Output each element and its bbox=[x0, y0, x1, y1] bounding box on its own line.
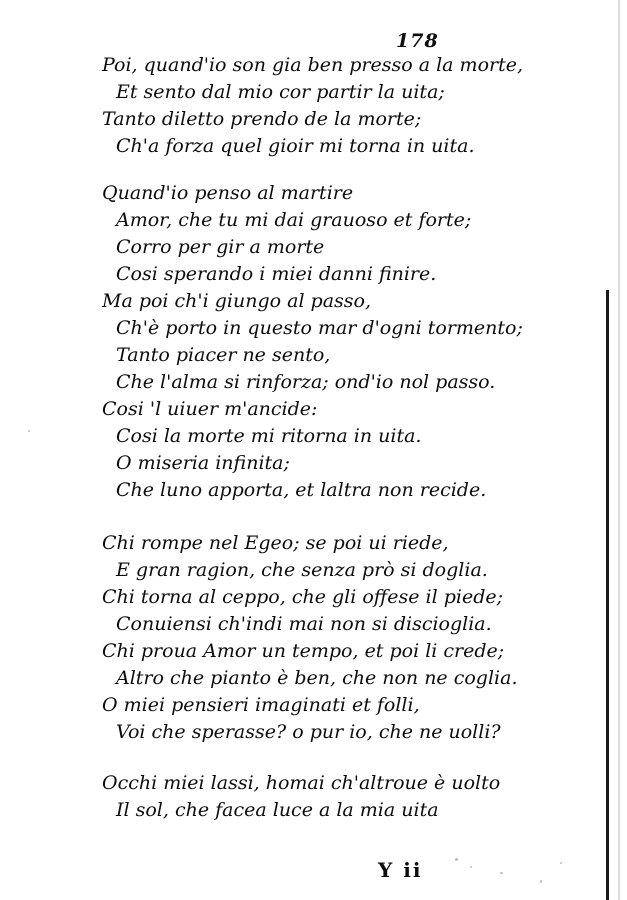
verse-line: Et sento dal mio cor partir la uita; bbox=[116, 81, 445, 103]
paper-speckle bbox=[470, 866, 472, 868]
page-number: 178 bbox=[396, 30, 439, 52]
verse-line: Chi rompe nel Egeo; se poi ui riede, bbox=[102, 532, 449, 554]
page-gutter-shadow bbox=[618, 0, 620, 900]
signature-mark: Y ii bbox=[378, 858, 423, 882]
paper-speckle bbox=[560, 862, 562, 864]
paper-speckle bbox=[500, 872, 503, 874]
verse-line: Ma poi ch'i giungo al passo, bbox=[102, 290, 372, 312]
verse-line: Ch'è porto in questo mar d'ogni tormento; bbox=[116, 317, 523, 339]
page-edge-line bbox=[606, 290, 609, 900]
verse-line: Cosi la morte mi ritorna in uita. bbox=[116, 425, 422, 447]
verse-line: Corro per gir a morte bbox=[116, 236, 325, 258]
verse-line: Amor, che tu mi dai grauoso et forte; bbox=[116, 209, 472, 231]
verse-line: Tanto piacer ne sento, bbox=[116, 344, 331, 366]
verse-line: Conuiensi ch'indi mai non si discioglia. bbox=[116, 613, 492, 635]
verse-line: Ch'a forza quel gioir mi torna in uita. bbox=[116, 135, 475, 157]
verse-line: Chi proua Amor un tempo, et poi li crede; bbox=[102, 640, 505, 662]
paper-speckle bbox=[28, 430, 30, 432]
verse-line: O miei pensieri imaginati et folli, bbox=[102, 694, 420, 716]
verse-line: Voi che sperasse? o pur io, che ne uolli? bbox=[116, 721, 501, 743]
verse-line: Che l'alma si rinforza; ond'io nol passo. bbox=[116, 371, 496, 393]
verse-line: E gran ragion, che senza prò si doglia. bbox=[116, 559, 488, 581]
verse-line: Il sol, che facea luce a la mia uita bbox=[116, 799, 439, 821]
verse-line: Che luno apporta, et laltra non recide. bbox=[116, 479, 487, 501]
verse-line: Occhi miei lassi, homai ch'altroue è uolto bbox=[102, 772, 501, 794]
verse-line: Cosi 'l uiuer m'ancide: bbox=[102, 398, 318, 420]
verse-line: Chi torna al ceppo, che gli offese il piede; bbox=[102, 586, 504, 608]
verse-line: Tanto diletto prendo de la morte; bbox=[102, 108, 422, 130]
paper-speckle bbox=[455, 858, 458, 861]
verse-line: Poi, quand'io son gia ben presso a la morte, bbox=[102, 54, 524, 76]
paper-speckle bbox=[540, 880, 542, 883]
verse-line: O miseria infinita; bbox=[116, 452, 290, 474]
verse-line: Cosi sperando i miei danni finire. bbox=[116, 263, 437, 285]
verse-line: Altro che pianto è ben, che non ne coglia. bbox=[116, 667, 518, 689]
verse-line: Quand'io penso al martire bbox=[102, 182, 354, 204]
